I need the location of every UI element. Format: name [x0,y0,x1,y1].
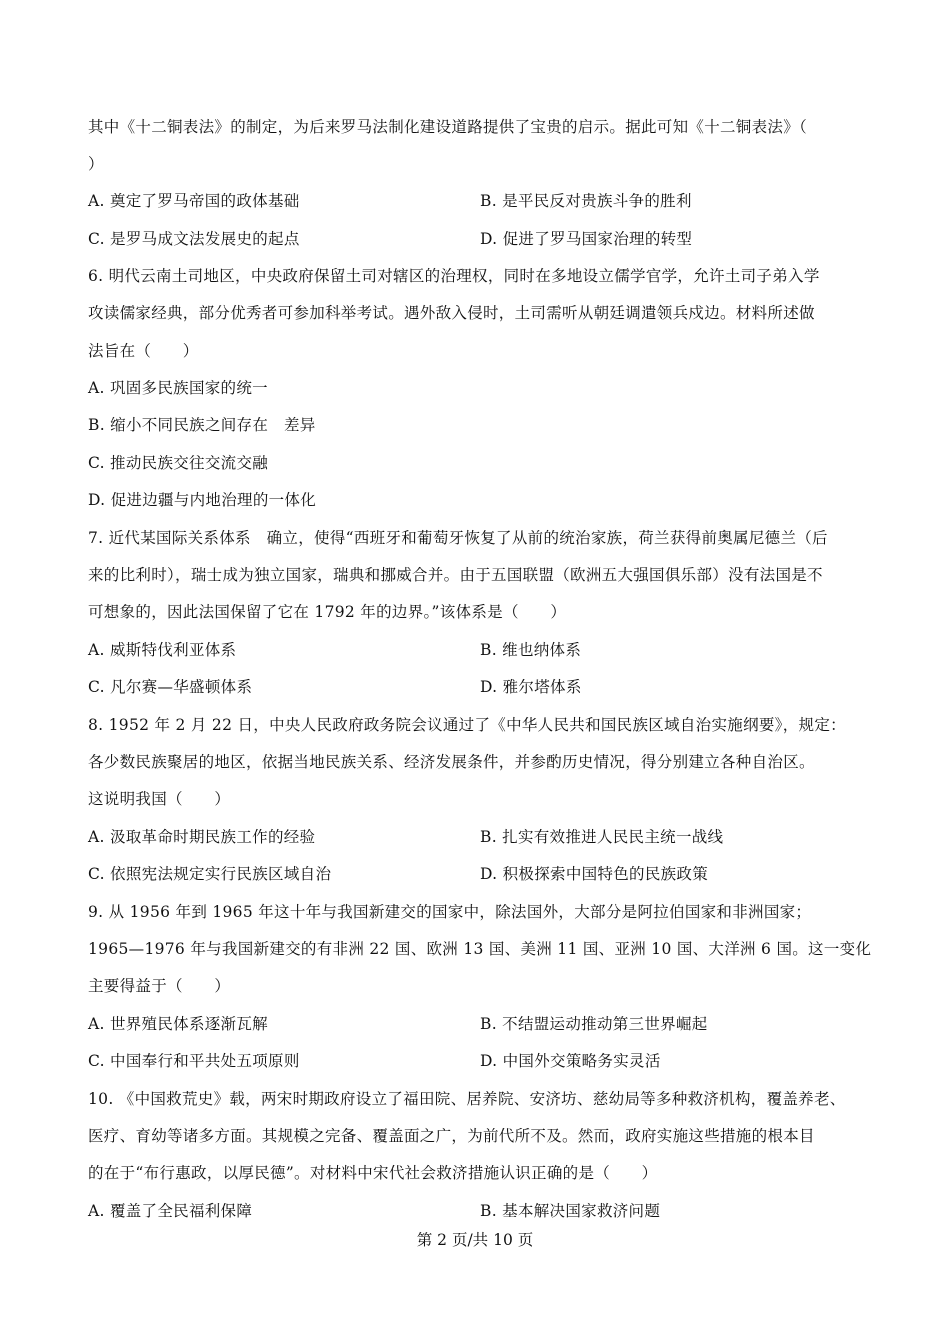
q7-stem-line3: 可想象的，因此法国保留了它在 1792 年的边界。”该体系是（ ） [88,603,567,621]
q6-stem-line3: 法旨在（ ） [88,342,199,360]
q10-stem-line2: 医疗、育幼等诸多方面。其规模之完备、覆盖面之广，为前代所不及。然而，政府实施这些措施的根本目 [88,1127,815,1145]
q8-option-a: A. 汲取革命时期民族工作的经验 [88,828,316,846]
q8-stem-line3: 这说明我国（ ） [88,790,231,808]
q8-option-c: C. 依照宪法规定实行民族区域自治 [88,865,332,883]
q10-stem-line3: 的在于“布行惠政，以厚民德”。对材料中宋代社会救济措施认识正确的是（ ） [88,1164,658,1182]
q9-stem-line3: 主要得益于（ ） [88,977,231,995]
q9-option-b: B. 不结盟运动推动第三世界崛起 [480,1015,708,1033]
q6-option-a: A. 巩固多民族国家的统一 [88,379,268,397]
q9-option-a: A. 世界殖民体系逐渐瓦解 [88,1015,268,1033]
q5-option-a: A. 奠定了罗马帝国的政体基础 [88,192,300,210]
q9-stem-line2: 1965—1976 年与我国新建交的有非洲 22 国、欧洲 13 国、美洲 11 国、亚洲 10 国、大洋洲 6 国。这一变化 [88,940,872,958]
q5-option-d: D. 促进了罗马国家治理的转型 [480,230,693,248]
q6-option-c: C. 推动民族交往交流交融 [88,454,269,472]
q7-stem-line2: 来的比利时），瑞士成为独立国家，瑞典和挪威合并。由于五国联盟（欧洲五大强国俱乐部）没有法国是不 [88,566,823,584]
q6-stem-line2: 攻读儒家经典，部分优秀者可参加科举考试。遇外敌入侵时，土司需听从朝廷调遣领兵戍边。材料所述做 [88,304,815,322]
q8-option-d: D. 积极探索中国特色的民族政策 [480,865,709,883]
q7-option-a: A. 威斯特伐利亚体系 [88,641,237,659]
q10-option-a: A. 覆盖了全民福利保障 [88,1202,253,1220]
q8-option-b: B. 扎实有效推进人民民主统一战线 [480,828,724,846]
q9-stem-line1: 9. 从 1956 年到 1965 年这十年与我国新建交的国家中，除法国外，大部分是阿拉伯国家和非洲国家； [88,903,812,921]
q9-option-d: D. 中国外交策略务实灵活 [480,1052,661,1070]
q5-stem-line1: 其中《十二铜表法》的制定，为后来罗马法制化建设道路提供了宝贵的启示。据此可知《十二铜表法》（ [88,118,808,136]
q7-option-d: D. 雅尔塔体系 [480,678,582,696]
q7-option-c: C. 凡尔赛—华盛顿体系 [88,678,253,696]
q5-stem-line2: ） [88,155,104,173]
q8-stem-line2: 各少数民族聚居的地区，依据当地民族关系、经济发展条件，并参酌历史情况，得分别建立各种自治区。 [88,753,815,771]
q6-stem-line1: 6. 明代云南土司地区，中央政府保留土司对辖区的治理权，同时在多地设立儒学官学，允许土司子弟入学 [88,267,820,285]
q8-stem-line1: 8. 1952 年 2 月 22 日，中央人民政府政务院会议通过了《中华人民共和国民族区域自治实施纲要》，规定： [88,716,846,734]
q7-stem-line1: 7. 近代某国际关系体系 确立，使得“西班牙和葡萄牙恢复了从前的统治家族，荷兰获得前奥属尼德兰（后 [88,529,828,547]
q5-option-c: C. 是罗马成文法发展史的起点 [88,230,300,248]
q6-option-d: D. 促进边疆与内地治理的一体化 [88,491,317,509]
q9-option-c: C. 中国奉行和平共处五项原则 [88,1052,300,1070]
q6-option-b: B. 缩小不同民族之间存在 差异 [88,416,316,434]
page-number-footer: 第 2 页/共 10 页 [416,1231,534,1249]
q10-stem-line1: 10. 《中国救荒史》载，两宋时期政府设立了福田院、居养院、安济坊、慈幼局等多种救济机构，覆盖养老、 [88,1090,846,1108]
q10-option-b: B. 基本解决国家救济问题 [480,1202,661,1220]
q7-option-b: B. 维也纳体系 [480,641,582,659]
q5-option-b: B. 是平民反对贵族斗争的胜利 [480,192,692,210]
